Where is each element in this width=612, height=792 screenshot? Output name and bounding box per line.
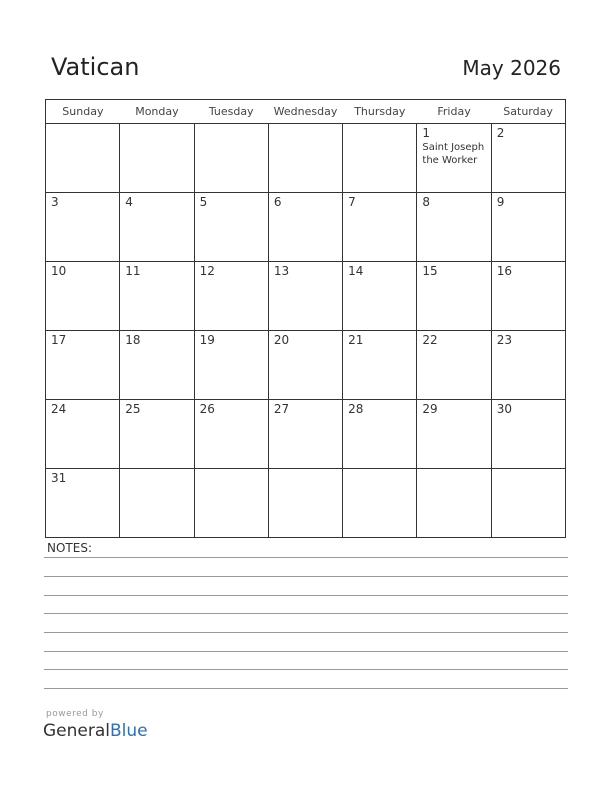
country-title: Vatican [51, 53, 140, 81]
week-row [46, 124, 566, 193]
day-cell [120, 400, 194, 469]
note-line [44, 613, 568, 614]
day-number: 17 [51, 333, 67, 347]
day-number: 30 [496, 402, 512, 416]
generalblue-logo [43, 721, 148, 741]
day-cell [417, 400, 491, 469]
day-cell [46, 469, 120, 538]
week-row [46, 193, 566, 262]
day-number: 11 [125, 264, 141, 278]
day-number: 26 [199, 402, 215, 416]
day-cell [491, 469, 565, 538]
day-number: 16 [496, 264, 512, 278]
day-number: 9 [496, 195, 505, 209]
day-number: 8 [422, 195, 431, 209]
day-number: 14 [348, 264, 364, 278]
note-line [44, 688, 568, 689]
day-number: 12 [199, 264, 215, 278]
day-cell [343, 193, 417, 262]
day-cell [343, 400, 417, 469]
day-number: 2 [496, 126, 505, 140]
day-cell [194, 262, 268, 331]
day-number: 7 [348, 195, 356, 209]
weekday-monday: Monday [120, 100, 194, 124]
month-title: May 2026 [462, 56, 561, 80]
day-cell [268, 124, 342, 193]
day-cell [491, 400, 565, 469]
note-line [44, 632, 568, 633]
day-cell [268, 469, 342, 538]
note-line [44, 576, 568, 577]
week-row [46, 262, 566, 331]
day-number: 6 [273, 195, 282, 209]
day-cell [46, 262, 120, 331]
day-number: 23 [496, 333, 512, 347]
day-cell [417, 262, 491, 331]
day-number: 18 [125, 333, 141, 347]
day-cell [120, 124, 194, 193]
note-line [44, 651, 568, 652]
day-number: 1 [422, 126, 431, 140]
day-number: 19 [199, 333, 215, 347]
day-cell [417, 469, 491, 538]
day-cell [491, 193, 565, 262]
day-cell [343, 124, 417, 193]
day-number: 22 [422, 333, 438, 347]
day-cell [343, 331, 417, 400]
weekday-sunday: Sunday [46, 100, 120, 124]
weekday-friday: Friday [417, 100, 491, 124]
day-cell [194, 124, 268, 193]
day-cell [46, 124, 120, 193]
day-number: 4 [125, 195, 133, 209]
day-number: 13 [273, 264, 290, 278]
brand-blue: Blue [110, 721, 148, 741]
day-cell [343, 469, 417, 538]
day-cell [417, 193, 491, 262]
day-cell [268, 193, 342, 262]
day-cell [417, 124, 491, 193]
weekday-saturday: Saturday [491, 100, 565, 124]
day-cell [343, 262, 417, 331]
note-line [44, 669, 568, 670]
week-row [46, 331, 566, 400]
day-cell [46, 331, 120, 400]
day-number: 31 [51, 471, 67, 485]
day-cell [268, 262, 342, 331]
day-number: 27 [273, 402, 290, 416]
day-cell [268, 400, 342, 469]
day-cell [120, 262, 194, 331]
day-number: 10 [51, 264, 67, 278]
notes-label: NOTES: [47, 541, 92, 555]
day-cell [491, 262, 565, 331]
week-row [46, 400, 566, 469]
day-cell [46, 193, 120, 262]
weekday-thursday: Thursday [343, 100, 417, 124]
day-number: 25 [125, 402, 141, 416]
day-cell [491, 331, 565, 400]
calendar-grid [45, 99, 566, 538]
weekday-wednesday: Wednesday [268, 100, 342, 124]
weekday-tuesday: Tuesday [194, 100, 268, 124]
day-number: 24 [51, 402, 67, 416]
day-cell [194, 193, 268, 262]
day-number: 29 [422, 402, 438, 416]
week-row [46, 469, 566, 538]
day-cell [194, 400, 268, 469]
day-cell [46, 400, 120, 469]
day-cell [120, 331, 194, 400]
calendar-body [46, 124, 566, 538]
note-line [44, 595, 568, 596]
day-number: 3 [51, 195, 59, 209]
holiday-label: Saint Joseph the Worker [422, 142, 485, 166]
powered-by-text: powered by [46, 709, 104, 719]
note-line [44, 557, 568, 558]
day-number: 21 [348, 333, 364, 347]
day-cell [120, 469, 194, 538]
day-number: 20 [273, 333, 290, 347]
day-cell [417, 331, 491, 400]
weekday-header-row [46, 100, 566, 124]
day-cell [491, 124, 565, 193]
brand-general: General [43, 721, 110, 741]
day-number: 5 [199, 195, 208, 209]
day-cell [194, 469, 268, 538]
day-cell [194, 331, 268, 400]
day-cell [120, 193, 194, 262]
day-number: 15 [422, 264, 438, 278]
day-number: 28 [348, 402, 364, 416]
day-cell [268, 331, 342, 400]
